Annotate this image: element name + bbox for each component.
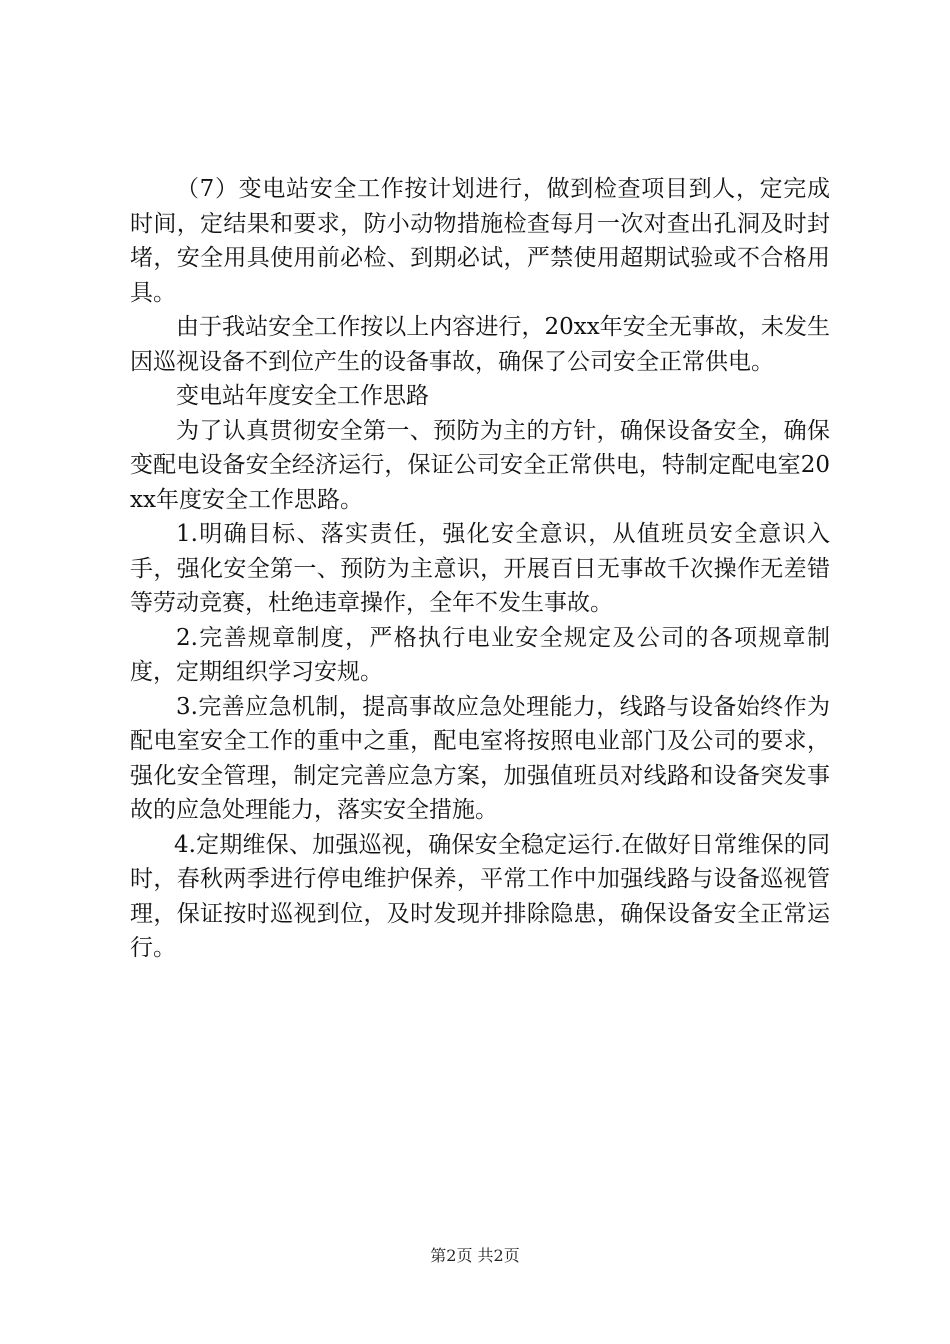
paragraph-point-4: 4.定期维保、加强巡视，确保安全稳定运行.在做好日常维保的同时，春秋两季进行停电维护保养，平常工作中加强线路与设备巡视管理，保证按时巡视到位，及时发现并排除隐患，确保设备安全正常运行。 bbox=[130, 831, 830, 961]
paragraph-item-7: （7）变电站安全工作按计划进行，做到检查项目到人，定完成时间，定结果和要求，防小动物措施检查每月一次对查出孔洞及时封堵，安全用具使用前必检、到期必试，严禁使用超期试验或不合格用具。 bbox=[130, 176, 830, 306]
paragraph-summary: 由于我站安全工作按以上内容进行，20xx年安全无事故，未发生因巡视设备不到位产生的设备事故，确保了公司安全正常供电。 bbox=[130, 314, 830, 375]
paragraph-point-2: 2.完善规章制度，严格执行电业安全规定及公司的各项规章制度，定期组织学习安规。 bbox=[130, 624, 830, 685]
paragraph-point-1: 1.明确目标、落实责任，强化安全意识，从值班员安全意识入手，强化安全第一、预防为主意识，开展百日无事故千次操作无差错等劳动竞赛，杜绝违章操作，全年不发生事故。 bbox=[130, 521, 830, 616]
paragraph-point-3: 3.完善应急机制，提高事故应急处理能力，线路与设备始终作为配电室安全工作的重中之重，配电室将按照电业部门及公司的要求，强化安全管理，制定完善应急方案，加强值班员对线路和设备突发事故的应急处理能力，落实安全措施。 bbox=[130, 693, 830, 823]
section-heading: 变电站年度安全工作思路 bbox=[176, 383, 429, 409]
page-footer: 第2页 共2页 bbox=[430, 1246, 520, 1265]
document-body bbox=[130, 172, 830, 966]
paragraph-intro: 为了认真贯彻安全第一、预防为主的方针，确保设备安全，确保变配电设备安全经济运行，保证公司安全正常供电，特制定配电室20xx年度安全工作思路。 bbox=[130, 417, 830, 513]
